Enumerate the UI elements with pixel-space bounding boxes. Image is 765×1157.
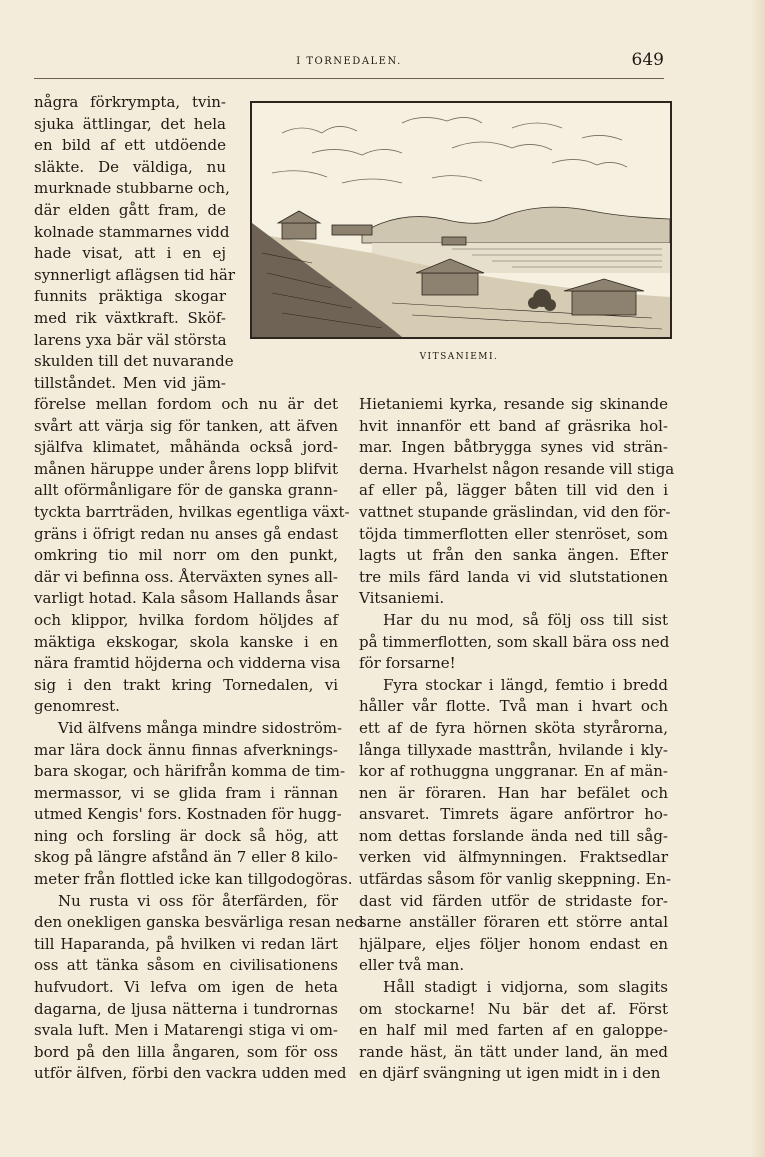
running-title: I TORNEDALEN. [296, 56, 402, 67]
text-line: töjda timmerflotten eller stenröset, som [359, 524, 668, 543]
left-column-wrapped-text [34, 92, 235, 394]
text-line: hufvudort. Vi lefva om igen de heta [34, 978, 338, 997]
text-line: dagarna, de ljusa nätterna i tundrornas [34, 999, 338, 1018]
text-line: allt oförmånligare för de ganska grann- [34, 481, 338, 500]
text-line: om stockarne! Nu bär det af. Först [359, 999, 668, 1018]
text-line: nom dettas forslande ända ned till såg- [359, 826, 668, 845]
landscape-engraving [252, 103, 670, 337]
text-line: den onekligen ganska besvärliga resan ned [34, 913, 364, 932]
text-line: utmed Kengis' fors. Kostnaden för hugg- [34, 805, 342, 824]
text-line: en bild af ett utdöende [34, 136, 226, 155]
text-line: en djärf svängning ut igen midt in i den [359, 1064, 661, 1083]
text-line: ett af de fyra hörnen sköta styrårorna, [359, 718, 668, 737]
text-line: Nu rusta vi oss för återfärden, för [58, 891, 338, 910]
text-line: oss att tänka såsom en civilisationens [34, 956, 338, 975]
text-line: af eller på, lägger båten till vid den i [359, 481, 668, 500]
text-line: derna. Hvarhelst någon resande vill stiga [359, 459, 675, 478]
text-line: rande häst, än tätt under land, än med [359, 1042, 668, 1061]
text-line: funnits präktiga skogar [34, 287, 226, 306]
left-column-text [34, 394, 364, 1085]
text-line: bord på den lilla ångaren, som för oss [34, 1042, 338, 1061]
text-line: för forsarne! [359, 654, 456, 673]
text-line: tyckta barrträden, hvilkas egentliga växt- [34, 502, 350, 521]
text-line: sjuka ättlingar, det hela [34, 114, 226, 133]
text-line: förelse mellan fordom och nu är det [34, 395, 338, 413]
text-line: omkring tio mil norr om den punkt, [34, 546, 338, 565]
text-line: en half mil med farten af en galoppe- [359, 1021, 668, 1040]
text-line: nen är föraren. Han har befälet och [359, 783, 668, 802]
text-line: mar. Ingen båtbrygga synes vid strän- [359, 438, 668, 457]
text-line: Vid älfvens många mindre sidoström- [58, 718, 343, 737]
text-line: långa tillyxade masttrån, hvilande i kly- [359, 740, 668, 759]
page-number: 649 [631, 50, 664, 70]
text-line: hvit innanför ett band af gräsrika hol- [359, 416, 668, 435]
text-line: till Haparanda, på hvilken vi redan lärt [34, 934, 338, 953]
text-line: utför älfven, förbi den vackra udden med [34, 1064, 347, 1083]
text-line: dast vid färden utför de stridaste for- [359, 891, 668, 910]
text-line: mar lära dock ännu finnas afverknings- [34, 740, 338, 759]
text-line: mermassor, vi se glida fram i rännan [34, 783, 338, 802]
text-line: kor af rothuggna unggranar. En af män- [359, 762, 668, 781]
text-line: håller vår flotte. Två man i hvart och [359, 697, 668, 716]
text-line: skulden till det nuvarande [34, 352, 234, 371]
text-line: månen häruppe under årens lopp blifvit [34, 459, 338, 478]
text-line: utfärdas såsom för vanlig skeppning. En- [359, 870, 672, 889]
figure-caption: VITSANIEMI. [419, 352, 499, 362]
text-line: larens yxa bär väl största [34, 330, 227, 349]
page-header [34, 50, 664, 79]
text-line: Har du nu mod, så följ oss till sist [383, 610, 668, 629]
text-line: själfva klimatet, måhända också jord- [34, 438, 338, 457]
text-line: Håll stadigt i vidjorna, som slagits [383, 978, 668, 997]
right-column-text [359, 394, 675, 1085]
text-line: sarne anställer föraren ett större antal [359, 913, 668, 932]
text-line: vattnet stupande gräslindan, vid den för- [359, 502, 671, 521]
text-line: svårt att värja sig för tanken, att äfven [34, 416, 338, 435]
text-line: nära framtid höjderna och vidderna visa [34, 654, 341, 673]
text-line: lagts ut från den sanka ängen. Efter [359, 546, 668, 565]
illustration-vitsaniemi [250, 101, 672, 339]
text-line: och klippor, hvilka fordom höljdes af [34, 610, 338, 629]
text-line: genomrest. [34, 697, 120, 716]
text-line: kolnade stammarnes vidd [34, 222, 230, 241]
text-line: skog på längre afstånd än 7 eller 8 kilo- [34, 848, 338, 867]
text-line: där vi befinna oss. Återväxten synes all- [34, 567, 338, 586]
text-line: synnerligt aflägsen tid här [34, 265, 235, 284]
text-line: gräns i öfrigt redan nu anses gå endast [34, 524, 338, 543]
text-line: murknade stubbarne och, [34, 179, 230, 198]
text-line: ning och forsling är dock så hög, att [34, 826, 338, 845]
text-line: hade visat, att i en ej [34, 244, 226, 263]
text-line: svala luft. Men i Matarengi stiga vi om- [34, 1021, 338, 1040]
text-line: varligt hotad. Kala såsom Hallands åsar [34, 589, 338, 608]
text-line: bara skogar, och härifrån komma de tim- [34, 762, 346, 781]
text-line: Hietaniemi kyrka, resande sig skinande [359, 395, 668, 413]
text-line: tillståndet. Men vid jäm- [34, 373, 226, 392]
text-line: sig i den trakt kring Tornedalen, vi [34, 675, 338, 694]
page-edge [751, 0, 765, 1157]
text-line: där elden gått fram, de [34, 200, 226, 219]
text-line: mäktiga ekskogar, skola kanske i en [34, 632, 338, 651]
text-line: några förkrympta, tvin- [34, 93, 226, 111]
text-line: verken vid älfmynningen. Fraktsedlar [359, 848, 668, 867]
text-line: ansvaret. Timrets ägare anförtror ho- [359, 805, 668, 824]
text-line: Fyra stockar i längd, femtio i bredd [383, 675, 668, 694]
text-line: hjälpare, eljes följer honom endast en [359, 934, 668, 953]
text-line: med rik växtkraft. Sköf- [34, 308, 226, 327]
text-line: på timmerflotten, som skall bära oss ned [359, 632, 670, 651]
text-line: släkte. De väldiga, nu [34, 157, 226, 176]
text-line: tre mils färd landa vi vid slutstationen [359, 567, 668, 586]
text-line: Vitsaniemi. [359, 589, 445, 608]
text-line: eller två man. [359, 956, 465, 975]
text-line: meter från flottled icke kan tillgodogöras. [34, 870, 353, 889]
